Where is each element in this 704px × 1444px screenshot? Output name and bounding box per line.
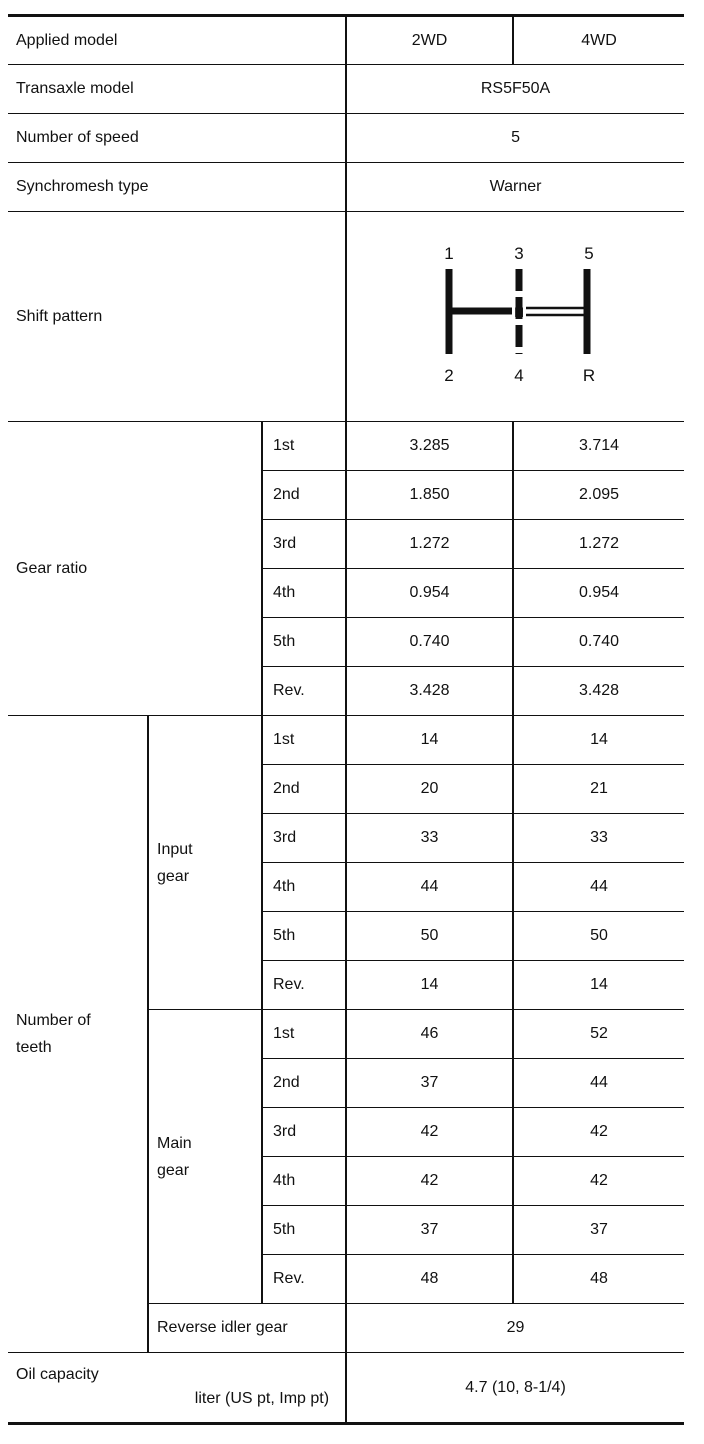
gear-ratio-row	[8, 422, 684, 471]
oil-capacity-label-cell	[8, 1353, 346, 1424]
teeth-4wd-value: 21	[513, 765, 684, 814]
gear-position-label: 5th	[262, 618, 346, 667]
teeth-4wd-value: 44	[513, 863, 684, 912]
shift-label-1: 1	[443, 244, 454, 263]
teeth-4wd-value: 48	[513, 1255, 684, 1304]
transaxle-model-label: Transaxle model	[8, 65, 346, 114]
column-2wd-header: 2WD	[346, 16, 513, 65]
teeth-2wd-value: 48	[346, 1255, 513, 1304]
shift-pattern-diagram	[416, 229, 616, 399]
reverse-idler-gear-label: Reverse idler gear	[148, 1304, 346, 1353]
shift-pattern-cell	[346, 212, 684, 422]
teeth-4wd-value: 52	[513, 1010, 684, 1059]
teeth-4wd-value: 14	[513, 961, 684, 1010]
shift-pattern-label: Shift pattern	[8, 212, 346, 422]
shift-label-5: 5	[583, 244, 594, 263]
gear-position-label: Rev.	[262, 961, 346, 1010]
gear-position-label: Rev.	[262, 1255, 346, 1304]
transaxle-model-value: RS5F50A	[346, 65, 684, 114]
gear-ratio-label: Gear ratio	[8, 422, 262, 716]
teeth-4wd-value: 14	[513, 716, 684, 765]
shift-label-2: 2	[443, 366, 454, 385]
gear-ratio-2wd-value: 3.285	[346, 422, 513, 471]
transaxle-model-row	[8, 65, 684, 114]
number-of-speed-value: 5	[346, 114, 684, 163]
teeth-4wd-value: 42	[513, 1157, 684, 1206]
teeth-2wd-value: 50	[346, 912, 513, 961]
oil-capacity-unit-label: liter (US pt, Imp pt)	[194, 1389, 330, 1407]
teeth-2wd-value: 46	[346, 1010, 513, 1059]
gear-position-label: 3rd	[262, 1108, 346, 1157]
gear-ratio-4wd-value: 3.428	[513, 667, 684, 716]
applied-model-label: Applied model	[8, 16, 346, 65]
teeth-2wd-value: 42	[346, 1157, 513, 1206]
column-4wd-header: 4WD	[513, 16, 684, 65]
teeth-2wd-value: 42	[346, 1108, 513, 1157]
gear-position-label: 2nd	[262, 765, 346, 814]
oil-capacity-value: 4.7 (10, 8-1/4)	[346, 1353, 684, 1424]
shift-label-neutral: N	[513, 304, 524, 320]
gear-ratio-4wd-value: 3.714	[513, 422, 684, 471]
teeth-2wd-value: 14	[346, 961, 513, 1010]
teeth-2wd-value: 20	[346, 765, 513, 814]
gear-ratio-2wd-value: 1.272	[346, 520, 513, 569]
shift-label-3: 3	[513, 244, 524, 263]
gear-position-label: 5th	[262, 1206, 346, 1255]
gear-position-label: 5th	[262, 912, 346, 961]
teeth-4wd-value: 33	[513, 814, 684, 863]
input-gear-label: Input gear	[148, 716, 262, 1010]
synchromesh-type-row	[8, 163, 684, 212]
input-gear-teeth-row	[8, 716, 684, 765]
reverse-idler-gear-value: 29	[346, 1304, 684, 1353]
gear-ratio-4wd-value: 0.954	[513, 569, 684, 618]
number-of-teeth-label: Number of teeth	[8, 716, 148, 1353]
teeth-4wd-value: 42	[513, 1108, 684, 1157]
gear-position-label: 1st	[262, 716, 346, 765]
oil-capacity-row	[8, 1353, 684, 1424]
shift-label-4: 4	[513, 366, 524, 385]
number-of-speed-row	[8, 114, 684, 163]
header-row	[8, 16, 684, 65]
shift-label-r: R	[582, 366, 595, 385]
teeth-4wd-value: 37	[513, 1206, 684, 1255]
main-gear-label: Main gear	[148, 1010, 262, 1304]
teeth-4wd-value: 44	[513, 1059, 684, 1108]
gear-ratio-2wd-value: 1.850	[346, 471, 513, 520]
gear-position-label: 4th	[262, 1157, 346, 1206]
gear-position-label: Rev.	[262, 667, 346, 716]
synchromesh-type-value: Warner	[346, 163, 684, 212]
gear-ratio-4wd-value: 2.095	[513, 471, 684, 520]
shift-pattern-row	[8, 212, 684, 422]
teeth-2wd-value: 14	[346, 716, 513, 765]
teeth-2wd-value: 37	[346, 1206, 513, 1255]
gear-position-label: 4th	[262, 863, 346, 912]
teeth-2wd-value: 44	[346, 863, 513, 912]
gear-position-label: 3rd	[262, 814, 346, 863]
gear-position-label: 1st	[262, 422, 346, 471]
gear-ratio-2wd-value: 3.428	[346, 667, 513, 716]
gear-position-label: 2nd	[262, 1059, 346, 1108]
gear-ratio-2wd-value: 0.740	[346, 618, 513, 667]
gear-ratio-2wd-value: 0.954	[346, 569, 513, 618]
synchromesh-type-label: Synchromesh type	[8, 163, 346, 212]
teeth-2wd-value: 37	[346, 1059, 513, 1108]
gear-position-label: 4th	[262, 569, 346, 618]
gear-ratio-4wd-value: 1.272	[513, 520, 684, 569]
oil-capacity-label: Oil capacity	[16, 1365, 99, 1383]
specifications-table	[8, 14, 684, 1425]
gear-position-label: 2nd	[262, 471, 346, 520]
gear-position-label: 3rd	[262, 520, 346, 569]
number-of-speed-label: Number of speed	[8, 114, 346, 163]
teeth-4wd-value: 50	[513, 912, 684, 961]
gear-ratio-4wd-value: 0.740	[513, 618, 684, 667]
teeth-2wd-value: 33	[346, 814, 513, 863]
gear-position-label: 1st	[262, 1010, 346, 1059]
